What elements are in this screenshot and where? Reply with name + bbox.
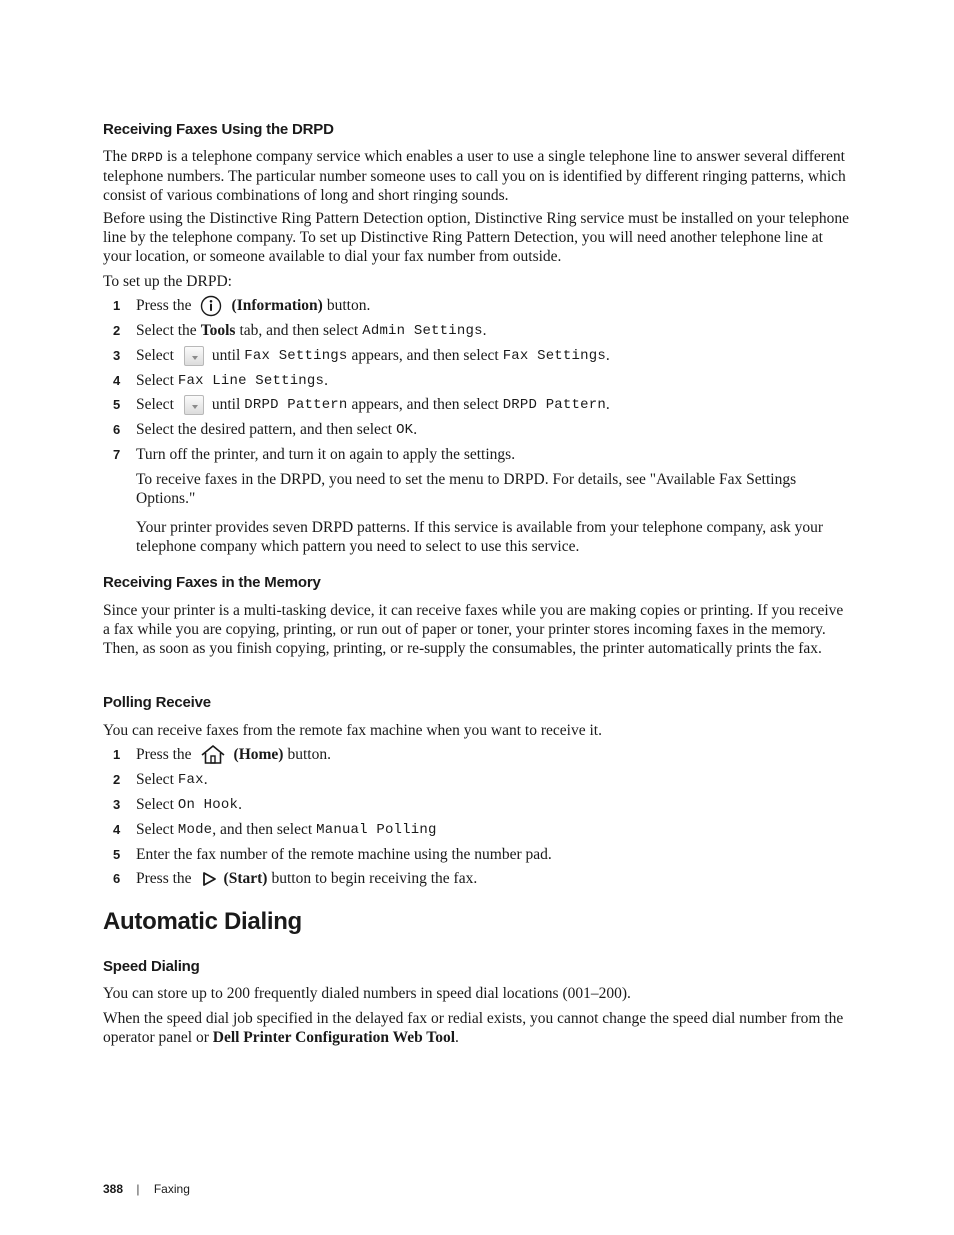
footer-separator: | [136, 1182, 140, 1196]
drpd-step-4 [103, 370, 863, 392]
step-number: 1 [113, 747, 121, 762]
text: appears, and then select [351, 347, 499, 364]
text: . [238, 796, 242, 813]
polling-step-6 [103, 868, 863, 890]
text: . [203, 771, 208, 788]
drpd-step-5 [103, 394, 863, 416]
home-label: (Home) [233, 746, 284, 763]
drpd-note-patterns: Your printer provides seven DRPD patterns. If this service is available from your telephone company, ask your telephone company which pattern you need to select to use this service. [136, 519, 824, 555]
text: Select [136, 372, 174, 389]
code-mode: Mode [177, 822, 213, 838]
information-label: (Information) [231, 297, 323, 314]
scroll-down-button-icon [184, 346, 204, 366]
memory-paragraph: Since your printer is a multi-tasking device, it can receive faxes while you are making copies or printing. If you receive a fax while you are copying, printing, or run out of paper or toner, your printer stores incoming faxes in the memory. Then, as soon as you finish copying, printing, or re-supply the consumables, the printer automatically prints the fax. [103, 602, 844, 657]
drpd-step-1 [103, 295, 863, 317]
text: Press the [136, 870, 192, 887]
speed-dial-paragraph-2 [103, 1009, 853, 1047]
text: Select [136, 347, 174, 364]
text: . [324, 372, 328, 389]
text: tab, and then select [239, 322, 359, 339]
text: until [211, 347, 241, 364]
text: until [211, 396, 241, 413]
text: Select [136, 396, 174, 413]
text: Enter the fax number of the remote machine using the number pad. [136, 846, 552, 863]
tools-tab-label: Tools [200, 322, 236, 339]
web-tool-name: Dell Printer Configuration Web Tool [212, 1029, 456, 1046]
drpd-note-menu: To receive faxes in the DRPD, you need to set the menu to DRPD. For details, see "Available Fax Settings Options." [136, 471, 797, 507]
text: button. [326, 297, 371, 314]
step-number: 5 [113, 847, 121, 862]
chapter-heading-automatic-dialing: Automatic Dialing [103, 908, 302, 935]
text: Select [136, 821, 174, 838]
scroll-down-button-icon [184, 395, 204, 415]
code-drpd-pattern: DRPD Pattern [244, 397, 348, 413]
drpd-setup-paragraph: Before using the Distinctive Ring Pattern Detection option, Distinctive Ring service must be installed on your telephone line by the telephone company. To set up Distinctive Ring Pattern Detection, you will need another telephone line at your location, or someone available to dial your fax number from outside. [103, 210, 850, 265]
polling-step-4 [103, 819, 863, 841]
start-icon [200, 868, 220, 890]
step-number: 7 [113, 447, 121, 462]
polling-step-2 [103, 769, 863, 791]
text: , and then select [212, 821, 313, 838]
code-ok: OK [396, 422, 414, 438]
text: When the speed dial job specified in the delayed fax or redial exists, you cannot change the speed dial number from the operator panel or [103, 1010, 844, 1046]
drpd-step-7 [103, 444, 863, 466]
text: is a telephone company service which enables a user to use a single telephone line to answer several different telephone numbers. The particular number someone uses to call you on is identified by different ringing patterns, which consist of various combinations of long and short ringing sounds. [103, 148, 846, 204]
step-number: 1 [113, 298, 121, 313]
polling-step-5 [103, 844, 863, 866]
page-number: 388 [103, 1182, 124, 1196]
polling-step-1 [103, 744, 863, 766]
drpd-lead-in: To set up the DRPD: [103, 273, 232, 290]
step-number: 3 [113, 348, 121, 363]
code-drpd: DRPD [130, 150, 163, 165]
drpd-step-6 [103, 419, 863, 441]
chapter-name: Faxing [153, 1182, 190, 1196]
polling-step-3 [103, 794, 863, 816]
section-heading-speed-dialing: Speed Dialing [103, 958, 200, 975]
text: Turn off the printer, and turn it on again to apply the settings. [136, 446, 516, 463]
step-number: 4 [113, 373, 121, 388]
step-number: 4 [113, 822, 121, 837]
code-fax: Fax [177, 772, 204, 788]
step-number: 6 [113, 871, 121, 886]
text: Select the [136, 322, 197, 339]
text: Select [136, 771, 174, 788]
code-on-hook: On Hook [177, 797, 239, 813]
step-number: 2 [113, 772, 121, 787]
text: Select [136, 796, 174, 813]
text: Select the desired pattern, and then select [136, 421, 393, 438]
code-fax-settings: Fax Settings [244, 348, 348, 364]
text: appears, and then select [351, 396, 499, 413]
start-label: (Start) [223, 870, 268, 887]
drpd-step-2 [103, 320, 863, 342]
text: button to begin receiving the fax. [271, 870, 478, 887]
step-number: 5 [113, 397, 121, 412]
code-manual-polling: Manual Polling [316, 822, 437, 838]
text: Press the [136, 746, 192, 763]
text: . [605, 396, 610, 413]
home-icon [200, 744, 228, 766]
text: . [482, 322, 487, 339]
step-number: 2 [113, 323, 121, 338]
speed-dial-paragraph-1: You can store up to 200 frequently dialed numbers in speed dial locations (001–200). [103, 985, 631, 1002]
drpd-step-3 [103, 345, 863, 367]
code-drpd-pattern: DRPD Pattern [502, 397, 606, 413]
drpd-intro-paragraph [103, 147, 853, 205]
text: . [605, 347, 610, 364]
information-icon [200, 295, 226, 317]
section-heading-memory: Receiving Faxes in the Memory [103, 574, 321, 591]
text: Press the [136, 297, 192, 314]
code-fax-line-settings: Fax Line Settings [177, 373, 325, 389]
code-fax-settings: Fax Settings [502, 348, 606, 364]
text: . [413, 421, 418, 438]
section-heading-polling: Polling Receive [103, 694, 211, 711]
page-footer [103, 1180, 190, 1198]
text: . [455, 1029, 459, 1046]
text: button. [287, 746, 331, 763]
step-number: 3 [113, 797, 121, 812]
text: The [103, 148, 128, 165]
step-number: 6 [113, 422, 121, 437]
polling-paragraph: You can receive faxes from the remote fax machine when you want to receive it. [103, 722, 602, 739]
section-heading-drpd: Receiving Faxes Using the DRPD [103, 121, 334, 138]
code-admin-settings: Admin Settings [362, 323, 483, 339]
